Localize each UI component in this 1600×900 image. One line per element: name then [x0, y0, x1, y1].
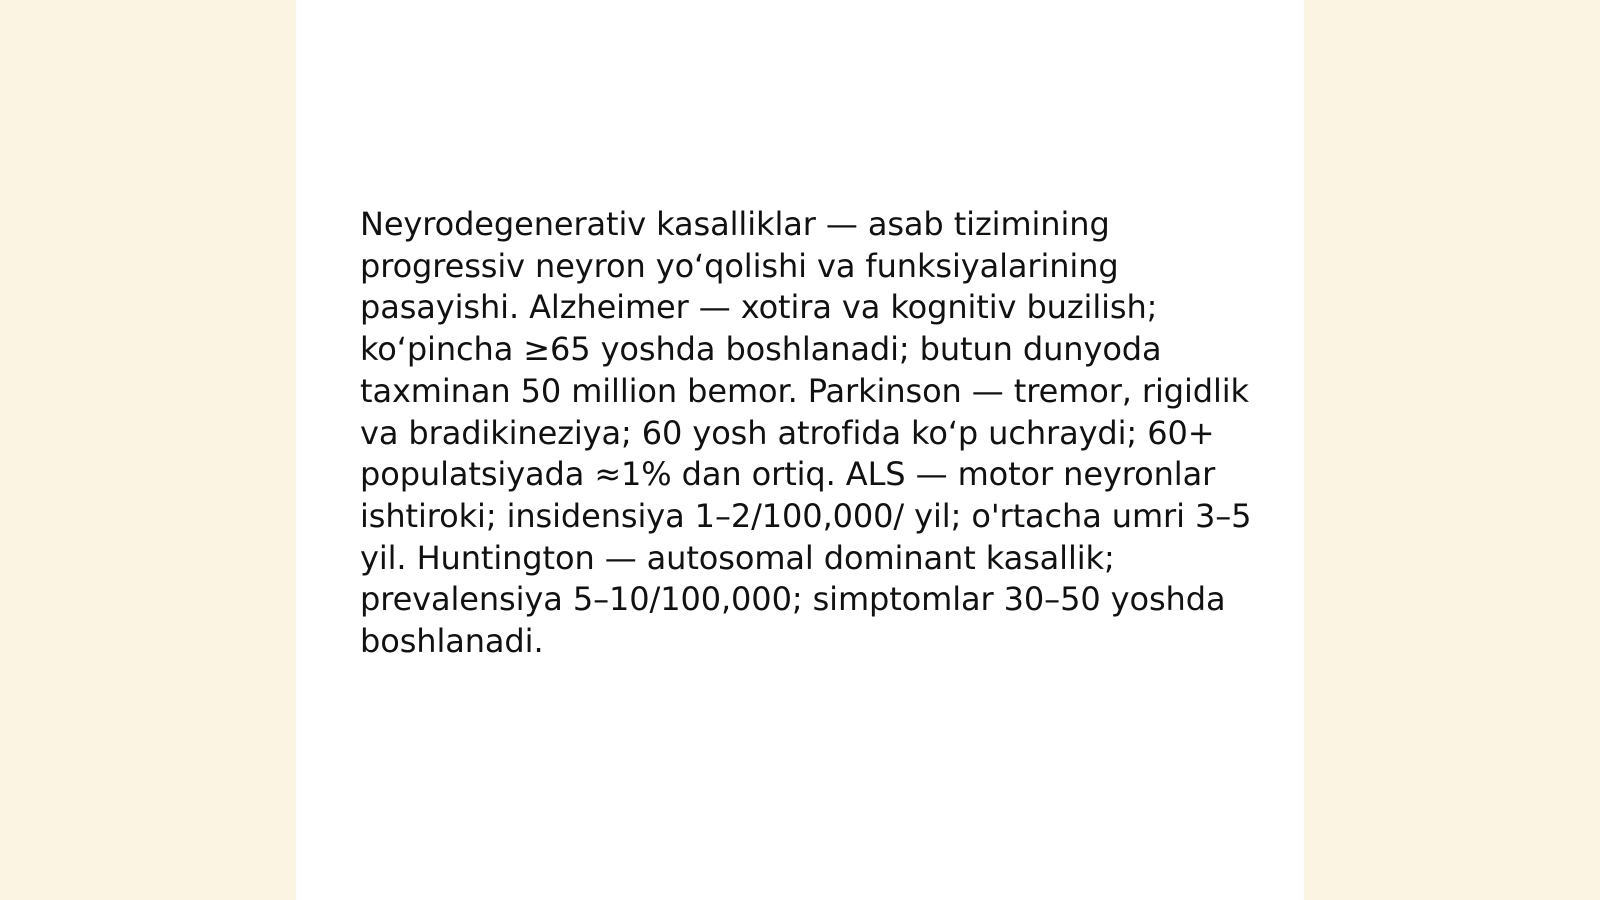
slide-body-text: Neyrodegenerativ kasalliklar — asab tizimining progressiv neyron yoʻqolishi va funksiyalarining pasayishi. Alzheimer — xotira va kognitiv buzilish; koʻpincha ≥65 yoshda boshlanadi; butun dunyoda taxminan 50 million bemor. Parkinson — tremor, rigidlik va bradikineziya; 60 yosh atrofida koʻp uchraydi; 60+ populatsiyada ≈1% dan ortiq. ALS — motor neyronlar ishtiroki; insidensiya 1–2/100,000/ yil; o'rtacha umri 3–5 yil. Huntington — autosomal dominant kasallik; prevalensiya 5–10/100,000; simptomlar 30–50 yoshda boshlanadi. [360, 205, 1252, 661]
left-margin-panel [0, 0, 296, 900]
slide-canvas [296, 0, 1304, 900]
right-margin-panel [1304, 0, 1600, 900]
